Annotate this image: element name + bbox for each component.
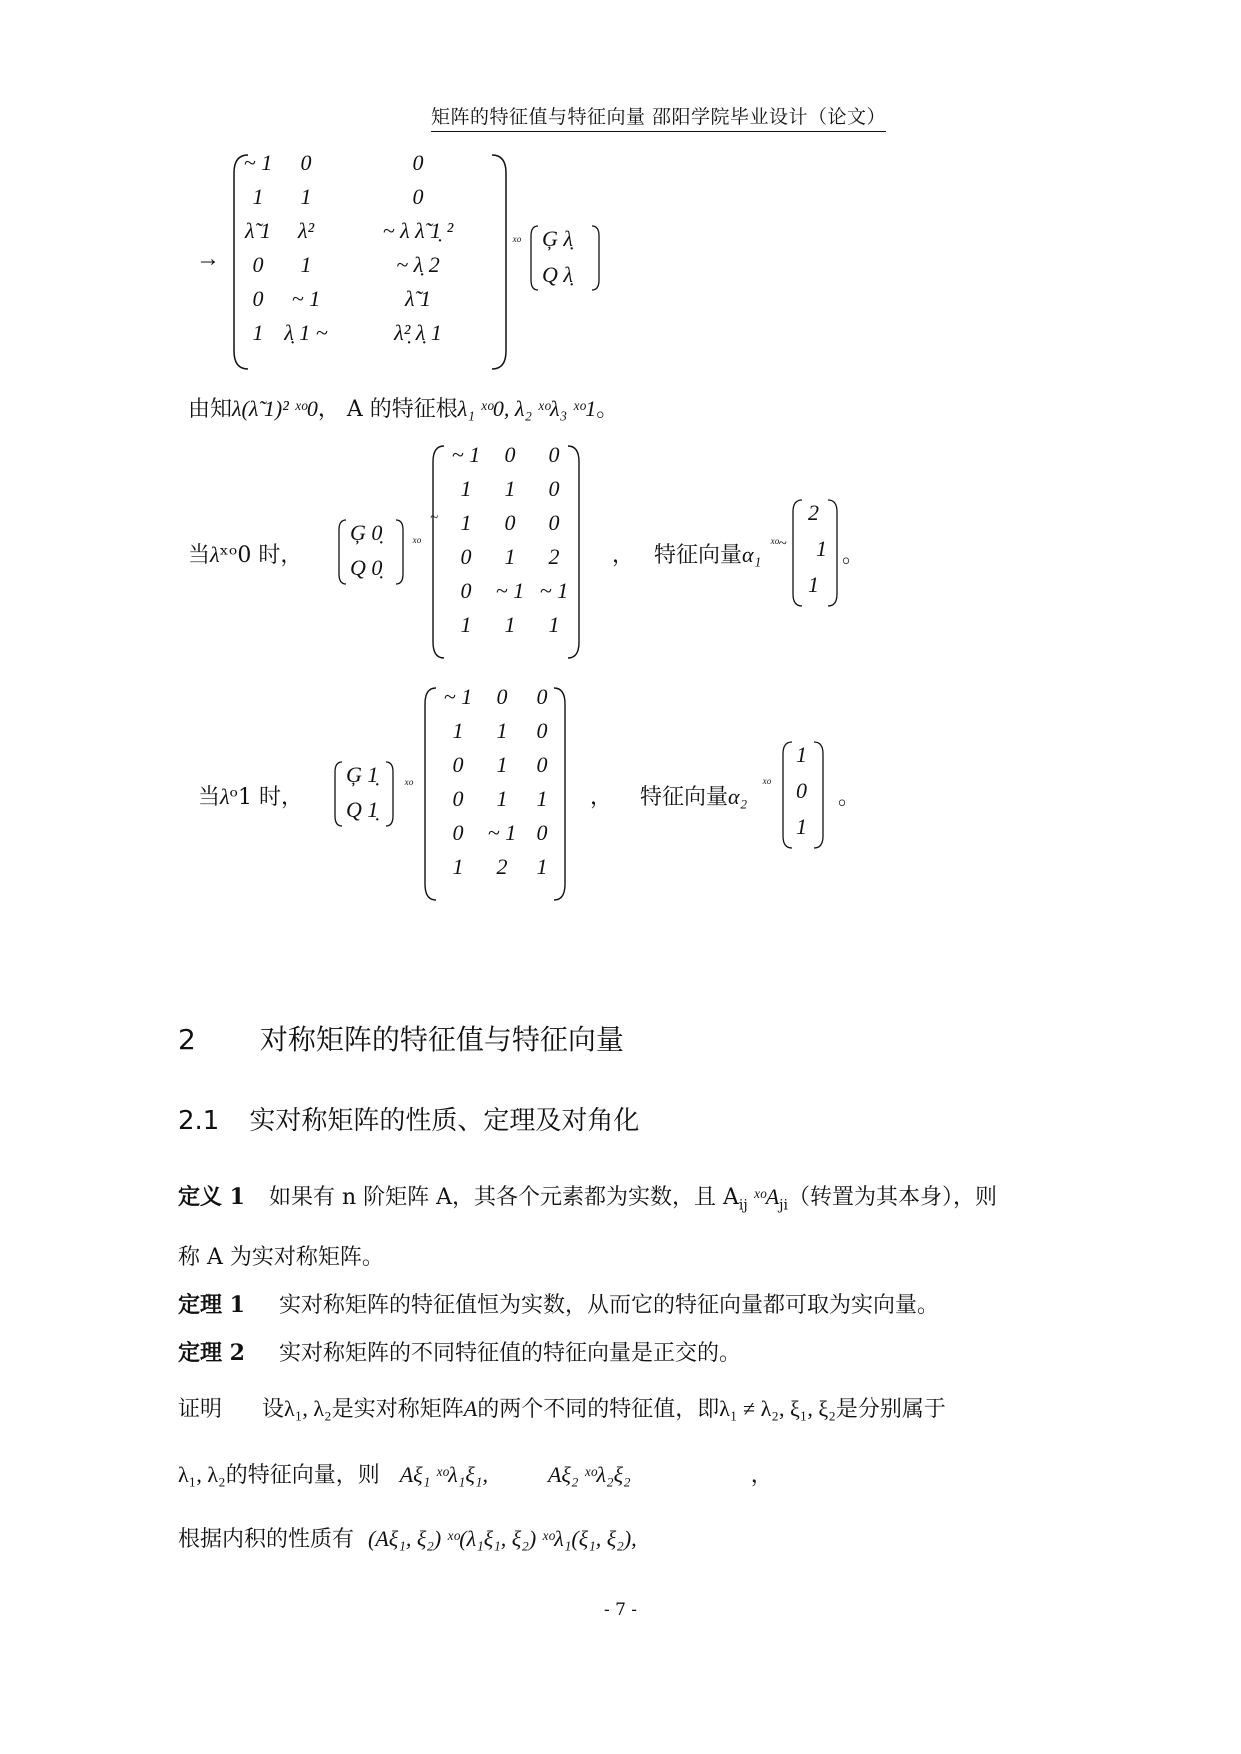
case1-vec-1: 0 [796,778,807,803]
eigen-roots: λ₁ ˣᵒ0, λ₂ ˣᵒλ₃ ˣᵒ1 [457,396,597,421]
left-paren-icon [430,444,446,660]
matrix-cell: 0 [536,718,548,743]
matrix-cell: 1 [536,786,548,811]
right-paren-icon [812,740,826,850]
matrix-cell: 2 [496,854,508,879]
proof-text: 的两个不同的特征值，即 [477,1397,720,1422]
matrix-cell: 0 [548,476,560,501]
right-paren-icon [826,498,840,608]
vector-equals-glyph: ˣᵒ~ [770,536,787,552]
theorem-1 [178,1288,939,1319]
arrow-symbol: → [196,246,220,272]
matrix-cell: λ²̣ λ̣ 1 [394,320,442,345]
matrix-cell: ~ 1 [291,286,321,311]
matrix-cell: 0 [536,820,548,845]
case-word: 当 [188,543,211,568]
case0-vec-0: 2 [808,500,819,525]
matrix-cell: ~ 1 [539,578,569,603]
matrix-cell: 1 [496,786,508,811]
matrix-cell: 1 [504,544,516,569]
proof-text: 是分别属于 [835,1397,946,1422]
matrix-cell: ~ 1 [451,442,481,467]
matrix-cell: λ̃ 1 [404,286,432,311]
lambda-pair: λ₁, λ₂ [178,1462,226,1487]
lambda-symbol: λ [210,542,220,567]
case-condition: ˣᵒ0 时， [219,543,303,568]
matrix-cell: ~ 1 [495,578,525,603]
matrix-cell: 0 [452,820,464,845]
left-paren-icon [230,153,250,371]
matrix-cell: 1 [460,476,472,501]
case1-label [198,780,303,811]
proof-text: 根据内积的性质有 [178,1527,355,1552]
section-title: 实对称矩阵的性质、定理及对角化 [249,1106,640,1136]
case1-vec-2: 1 [796,814,807,839]
matrix-cell: 2 [548,544,560,569]
matrix-cell: ~ λ̣ 2 [396,252,440,277]
section-number: 2 [178,1023,196,1056]
left-paren-icon [780,740,794,850]
case0-vec-2: 1 [808,572,819,597]
theorem-text: 实对称矩阵的不同特征值的特征向量是正交的。 [278,1341,741,1366]
matrix-cell: 0 [536,752,548,777]
vector-word: 特征向量 [654,543,743,568]
alpha-symbol: α₁ [742,542,762,567]
proof-text: 的特征向量，则 [225,1463,380,1488]
matrix-cell: 0 [504,442,516,467]
right-paren-icon [566,444,582,660]
proof-line1 [178,1392,946,1423]
text-prefix: 由知 [188,397,233,422]
case0-matrix [446,442,578,662]
neq-formula: λ₁ ≠ λ₂, ξ₁, ξ₂ [719,1396,836,1421]
page-number: - 7 - [603,1600,638,1620]
matrix-cell: 0 [496,684,508,709]
definition-label: 定义 1 [178,1184,245,1210]
case0-vec-1: 1 [816,536,827,561]
section-title: 对称矩阵的特征值与特征向量 [259,1023,624,1056]
equals-glyph: ˣᵒ [404,777,413,793]
right-paren-icon [590,224,602,292]
proof-text: 设 [262,1397,285,1422]
subscript-ji: ji [779,1197,788,1214]
matrix-cell: 1 [504,476,516,501]
case1-g: Ģ 1̣ [346,762,379,787]
case1-matrix [438,684,568,904]
case0-q: Q 0̣ [350,555,383,580]
left-paren-icon [528,224,540,292]
section-2-heading [178,1018,624,1058]
right-paren-icon [490,153,510,371]
lambda-symbol: λ [220,784,230,809]
matrix-cell: 1 [252,184,264,209]
matrix-cell: λ̣ 1 ~ [284,320,328,345]
matrix-cell: 1 [496,752,508,777]
case0-label [188,538,302,569]
proof-line2 [178,1458,773,1489]
section-2-1-heading [178,1100,639,1137]
eigen-eq-2: Aξ₂ ˣᵒλ₂ξ₂ [547,1462,631,1487]
char-formula: λ(λ̃ 1)² ˣᵒ0 [232,396,318,421]
matrix-a: A [463,1396,478,1421]
case1-q: Q 1̣ [346,797,379,822]
left-paren-icon [422,686,438,902]
text-middle: ， A 的特征根 [317,397,458,422]
case-word: 当 [198,785,221,810]
rhs-q-lambda: Q λ̣ [542,262,573,287]
matrix-cell: 0 [300,150,312,175]
definition-text: 如果有 n 阶矩阵 A，其各个元素都为实数，且 A [268,1185,739,1210]
proof-label: 证明 [178,1397,223,1422]
matrix-cell: 0 [504,510,516,535]
case1-vector-label [640,780,747,811]
case0-g: Ģ 0̣ [350,520,383,545]
theorem-label: 定理 1 [178,1292,245,1318]
matrix-cell: 0 [548,442,560,467]
matrix-cell: 0 [252,286,264,311]
matrix-cell: 1 [300,184,312,209]
eigen-eq-1: Aξ₁ ˣᵒλ₁ξ₁, [399,1462,488,1487]
case0-vector-label [654,538,761,569]
matrix-cell: 1 [452,854,464,879]
matrix-cell: λ² [297,218,315,243]
case0-period: 。 [842,543,865,568]
equals-glyph: ˣᵒ [412,535,421,551]
matrix-cell: 0 [460,578,472,603]
vector-equals-glyph: ˣᵒ [762,776,771,792]
matrix-cell: ~ λ λ̃ 1̣ ² [382,218,454,243]
matrix-cell: 1 [252,320,264,345]
running-header: 矩阵的特征值与特征向量 邵阳学院毕业设计（论文） [431,102,886,132]
proof-comma: ， [750,1463,773,1488]
matrix-cell: 0 [252,252,264,277]
text-end: 。 [596,397,619,422]
case1-comma: ， [590,785,613,810]
equals-glyph: ˣᵒ [512,234,521,250]
proof-line3 [178,1522,637,1553]
vector-word: 特征向量 [640,785,729,810]
left-paren-icon [332,760,344,828]
matrix-cell: 0 [536,684,548,709]
right-paren-icon [384,760,396,828]
matrix-cell: ~ 1 [443,684,473,709]
proof-text: 是实对称矩阵 [331,1397,464,1422]
definition-text-end: （转置为其本身），则 [787,1185,997,1210]
theorem-label: 定理 2 [178,1340,245,1366]
matrix-cell: 1 [504,612,516,637]
equals-glyph: ˣᵒA [747,1184,780,1209]
left-paren-icon [790,498,804,608]
alpha-symbol: α₂ [728,784,748,809]
matrix-cell: 1 [496,718,508,743]
subscript-ij: ij [738,1197,748,1214]
case0-comma: ， [612,543,635,568]
matrix-cell: ~ 1 [243,150,273,175]
matrix-cell: 0 [412,184,424,209]
matrix-cell: 0 [412,150,424,175]
right-paren-icon [552,686,568,902]
theorem-2 [178,1336,741,1367]
matrix-cell: 1 [536,854,548,879]
theorem-text: 实对称矩阵的特征值恒为实数，从而它的特征向量都可取为实向量。 [278,1293,939,1318]
matrix-cell: 1 [452,718,464,743]
case1-vec-0: 1 [796,742,807,767]
matrix-cell: 0 [452,752,464,777]
matrix-cell: 0 [452,786,464,811]
matrix1-body [243,150,510,370]
left-paren-icon [336,518,348,586]
matrix-cell: 1 [460,510,472,535]
tilde-glyph: ~ [430,510,439,526]
eigen-roots-line [188,392,618,423]
matrix-cell: ~ 1 [487,820,517,845]
inner-product-formula: (Aξ₁, ξ₂) ˣᵒ(λ₁ξ₁, ξ₂) ˣᵒλ₁(ξ₁, ξ₂), [368,1526,637,1551]
matrix-cell: 1 [460,612,472,637]
matrix-cell: λ̃ 1 [244,218,272,243]
matrix-cell: 1 [548,612,560,637]
rhs-g-lambda: Ģ λ̣ [542,226,573,251]
matrix-cell: 0 [460,544,472,569]
definition-1-line2: 称 A 为实对称矩阵。 [178,1245,384,1270]
matrix-cell: 0 [548,510,560,535]
matrix-cell: 1 [300,252,312,277]
section-number: 2.1 [178,1106,220,1136]
right-paren-icon [394,518,406,586]
definition-1 [178,1180,997,1213]
lambda-pair: λ₁, λ₂ [284,1396,332,1421]
case1-period: 。 [838,785,861,810]
case-condition: ᵒ1 时， [229,785,304,810]
